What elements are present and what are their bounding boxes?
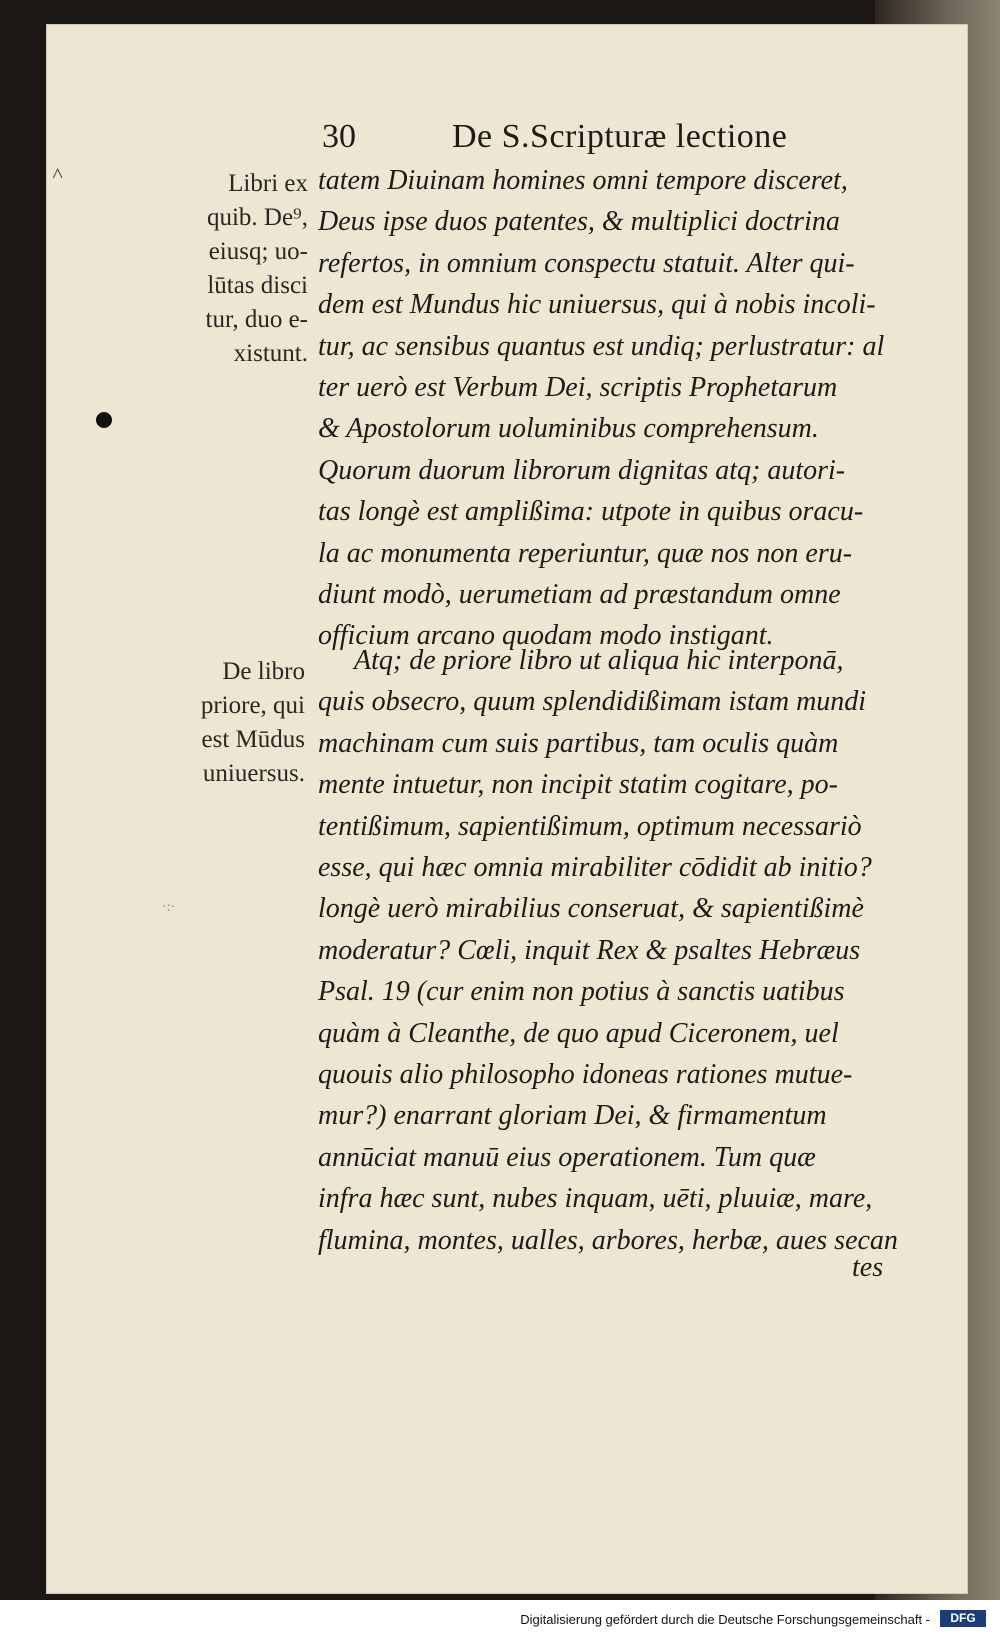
body-line: Deus ipse duos patentes, & multiplici doctrina: [318, 206, 840, 238]
body-line: diunt modò, uerumetiam ad præstandum omne: [318, 579, 841, 611]
body-line: flumina, montes, ualles, arbores, herbæ, aues secan: [318, 1224, 898, 1256]
running-title: De S.Scripturæ lectione: [452, 118, 788, 155]
body-line: Atq; de priore libro ut aliqua hic interponā,: [354, 645, 844, 676]
body-paragraph-2: [318, 640, 908, 1261]
body-line: & Apostolorum uoluminibus comprehensum.: [318, 413, 819, 445]
digitization-footer: [0, 1600, 1000, 1636]
body-line: moderatur? Cœli, inquit Rex & psaltes Hebræus: [318, 934, 861, 966]
body-line: Psal. 19 (cur enim non potius à sanctis uatibus: [318, 976, 845, 1008]
body-line: officium arcano quodam modo instigant.: [318, 620, 774, 652]
catchword: tes: [852, 1252, 884, 1283]
body-line: longè uerò mirabilius conseruat, & sapientißimè: [318, 893, 864, 925]
body-line: esse, qui hæc omnia mirabiliter cōdidit ab initio?: [318, 852, 872, 884]
ink-speck: ·:·: [162, 900, 176, 915]
body-line: refertos, in omnium conspectu statuit. Alter qui-: [318, 247, 855, 279]
body-line: machinam cum suis partibus, tam oculis quàm: [318, 727, 839, 759]
body-line: la ac monumenta reperiuntur, quæ nos non eru-: [318, 537, 853, 569]
body-line: tas longè est amplißima: utpote in quibus oracu-: [318, 496, 864, 528]
footer-credit: Digitalisierung gefördert durch die Deutsche Forschungsgemeinschaft -: [520, 1612, 930, 1627]
margin-tick-mark: ˄: [52, 163, 64, 185]
body-line: tatem Diuinam homines omni tempore disceret,: [318, 165, 848, 196]
body-line: mente intuetur, non incipit statim cogitare, po-: [318, 769, 839, 801]
body-line: tentißimum, sapientißimum, optimum necessariò: [318, 810, 862, 842]
ink-dot: [96, 412, 112, 428]
body-line: Quorum duorum librorum dignitas atq; autori-: [318, 454, 846, 486]
page-header: [322, 118, 852, 162]
body-line: quàm à Cleanthe, de quo apud Ciceronem, uel: [318, 1017, 839, 1049]
dfg-logo: DFG: [940, 1610, 986, 1627]
margin-note-1: Libri ex quib. De⁹, eiusq; uo- lūtas disci tur, duo e- xistunt.: [205, 170, 308, 367]
body-paragraph-1: [318, 160, 908, 657]
body-line: infra hæc sunt, nubes inquam, uēti, pluuiæ, mare,: [318, 1183, 873, 1215]
body-line: tur, ac sensibus quantus est undiq; perlustratur: al: [318, 330, 885, 362]
body-line: quis obsecro, quum splendidißimam istam mundi: [318, 686, 867, 718]
body-line: ter uerò est Verbum Dei, scriptis Prophetarum: [318, 372, 838, 404]
page-number: 30: [322, 118, 356, 155]
body-line: mur?) enarrant gloriam Dei, & firmamentum: [318, 1100, 827, 1132]
body-line: annūciat manuū eius operationem. Tum quæ: [318, 1141, 816, 1173]
margin-note-2: De libro priore, qui est Mūdus uniuersus.: [200, 658, 305, 787]
body-line: quouis alio philosopho idoneas rationes mutue-: [318, 1059, 853, 1091]
body-line: dem est Mundus hic uniuersus, qui à nobis incoli-: [318, 289, 876, 321]
